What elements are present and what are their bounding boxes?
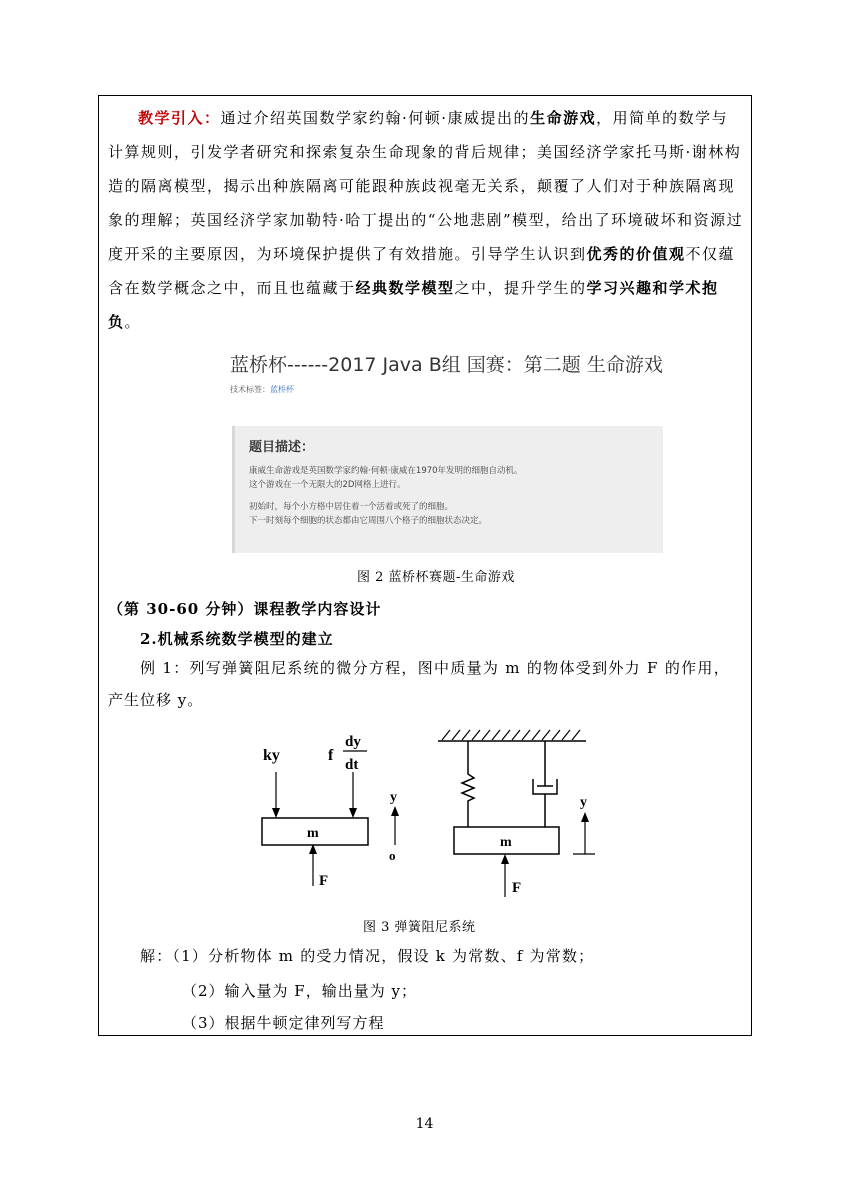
problem-line: 初始时，每个小方格中居住着一个活着或死了的细胞。 <box>249 502 454 512</box>
figure-3-caption: 图 3 弹簧阻尼系统 <box>363 920 476 935</box>
ceiling-hatch <box>442 730 580 740</box>
problem-description-box <box>232 426 663 553</box>
label-m-left: m <box>307 826 319 841</box>
label-dy: dy <box>345 734 361 750</box>
label-y-right: y <box>580 795 587 810</box>
tag-link[interactable]: 蓝桥杯 <box>270 385 294 394</box>
intro-bold-2: 优秀的价值观 <box>586 245 686 263</box>
intro-text-5: 。 <box>124 313 142 331</box>
intro-text-1: 通过介绍英国数学家约翰·何顿·康威提出的 <box>220 109 531 127</box>
intro-bold-3: 经典数学模型 <box>355 279 455 297</box>
spring <box>462 741 474 827</box>
problem-line: 这个游戏在一个无限大的2D网格上进行。 <box>249 480 406 490</box>
label-ky: ky <box>263 747 280 764</box>
solution-step-2: （2）输入量为 F，输出量为 y； <box>182 982 417 1000</box>
label-m-right: m <box>500 835 512 850</box>
solution-step-3: （3）根据牛顿定律列写方程 <box>182 1014 385 1032</box>
solution-step-1: 解：（1）分析物体 m 的受力情况，假设 k 为常数、f 为常数； <box>140 947 595 965</box>
intro-text-4: 之中，提升学生的 <box>454 279 587 297</box>
spring-damper-diagram <box>250 724 600 904</box>
label-o: o <box>389 848 396 863</box>
intro-text-2: ，用简单的数学与计算规则，引发学者研究和探索复杂生命现象的背后规律；美国经济学家托马斯·谢林构造的隔离模型，揭示出种族隔离可能跟种族歧视毫无关系，颠覆了人们对于种族隔离现象的理解；英国经济学家加勒特·哈丁提出的“公地悲剧”模型，给出了环境破坏和资源过度开采的主要原因，为环境保护提供了有效措施。引导学生认识到 <box>108 109 744 263</box>
figure-2-caption: 图 2 蓝桥杯赛题-生命游戏 <box>357 570 515 585</box>
subheading: 2.机械系统数学模型的建立 <box>140 630 334 648</box>
example-line-1: 例 1：列写弹簧阻尼系统的微分方程，图中质量为 m 的物体受到外力 F 的作用， <box>140 659 731 677</box>
lanqiao-screenshot <box>220 338 664 553</box>
example-line-2: 产生位移 y。 <box>108 691 204 709</box>
intro-bold-4: 学习兴趣和学术抱负 <box>108 279 719 331</box>
label-F-left: F <box>319 873 329 889</box>
arrow-ky-head <box>272 808 280 818</box>
tag-label: 技术标签： <box>230 385 270 394</box>
intro-bold-1: 生命游戏 <box>530 109 597 127</box>
label-F-right: F <box>512 880 522 896</box>
problem-line: 下一时刻每个细胞的状态都由它周围八个格子的细胞状态决定。 <box>249 516 488 526</box>
intro-paragraph <box>108 101 744 339</box>
arrow-F-right-head <box>501 854 509 864</box>
page-number: 14 <box>415 1116 434 1132</box>
intro-label: 教学引入： <box>138 109 221 127</box>
axis-y-right-head <box>581 812 589 822</box>
problem-line: 康威生命游戏是英国数学家约翰·何顿·康威在1970年发明的细胞自动机。 <box>249 466 523 476</box>
arrow-fdy-head <box>349 808 357 818</box>
label-dt: dt <box>345 757 359 773</box>
screenshot-title: 蓝桥杯------2017 Java B组 国赛：第二题 生命游戏 <box>230 354 663 376</box>
label-y-left: y <box>390 790 397 805</box>
label-f: f <box>328 747 334 764</box>
problem-heading: 题目描述： <box>249 440 315 455</box>
axis-y-left-head <box>391 806 399 816</box>
intro-text-3: 不仅蕴含在数学概念之中，而且也蕴藏于 <box>108 245 736 297</box>
section-heading: （第 30-60 分钟）课程教学内容设计 <box>108 600 382 618</box>
screenshot-tags <box>230 384 294 395</box>
